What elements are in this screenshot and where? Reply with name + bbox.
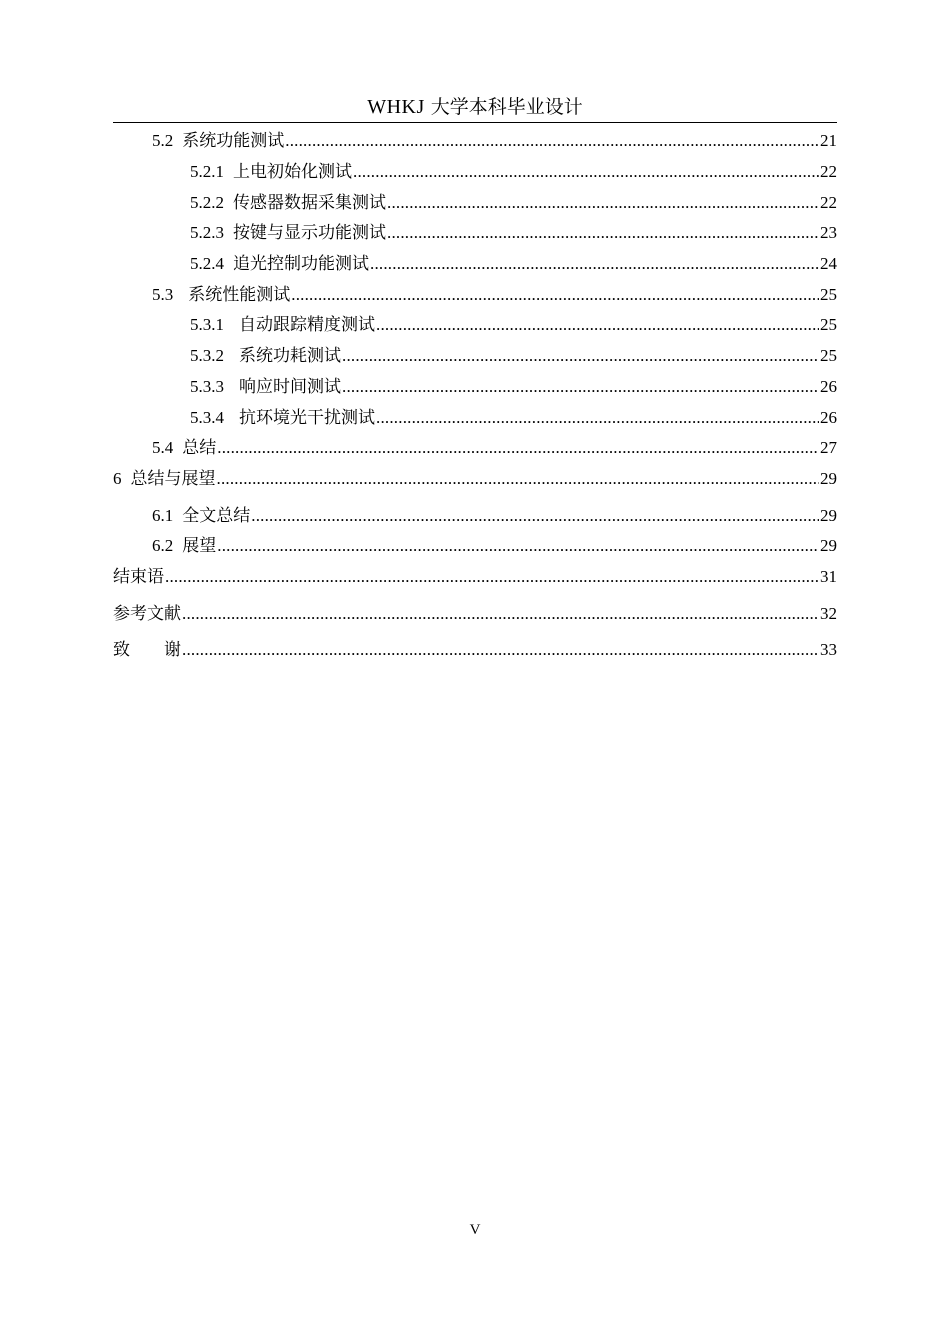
toc-title: 总结与展望 (130, 469, 216, 489)
toc-number: 6.2 (152, 536, 174, 555)
toc-title: 传感器数据采集测试 (233, 193, 386, 213)
toc-entry[interactable] (113, 191, 837, 215)
dot-leader (217, 467, 820, 491)
toc-number: 5.2.1 (190, 162, 224, 181)
toc-page: 21 (820, 131, 837, 150)
dot-leader (285, 129, 819, 153)
toc-page: 24 (820, 254, 837, 273)
toc-page: 26 (820, 377, 837, 396)
toc-entry[interactable] (113, 406, 837, 430)
toc-page: 25 (820, 315, 837, 334)
header-abbrev: WHKJ (367, 96, 425, 118)
toc-number: 5.2.4 (190, 254, 224, 273)
toc-entry[interactable] (113, 534, 837, 558)
toc-title: 展望 (182, 536, 217, 556)
toc-entry[interactable] (113, 375, 837, 399)
dot-leader (370, 252, 819, 276)
dot-leader (376, 406, 819, 430)
dot-leader (251, 504, 819, 528)
dot-leader (342, 375, 819, 399)
toc-number: 5.2.2 (190, 193, 224, 212)
dot-leader (376, 313, 819, 337)
dot-leader (387, 191, 819, 215)
toc-title: 系统功耗测试 (239, 346, 341, 366)
toc-title: 全文总结 (182, 506, 251, 526)
toc-title: 响应时间测试 (239, 377, 341, 397)
toc-number: 5.3.2 (190, 346, 224, 365)
dot-leader (182, 638, 819, 662)
toc-entry[interactable] (113, 467, 837, 491)
toc-title: 追光控制功能测试 (233, 254, 369, 274)
toc-page: 29 (820, 506, 837, 525)
toc-title: 上电初始化测试 (233, 162, 352, 182)
toc-page: 27 (820, 438, 837, 457)
toc-entry[interactable] (113, 160, 837, 184)
toc-number: 6.1 (152, 506, 174, 525)
dot-leader (182, 602, 819, 626)
toc-title: 系统性能测试 (188, 285, 291, 305)
toc-page: 26 (820, 408, 837, 427)
toc-entry[interactable] (113, 344, 837, 368)
toc-title: 抗环境光干扰测试 (239, 408, 375, 428)
toc-entry[interactable] (113, 283, 837, 307)
toc-number: 5.3 (152, 285, 174, 304)
toc-title: 系统功能测试 (182, 131, 285, 151)
toc-number: 5.2.3 (190, 223, 224, 242)
toc-entry[interactable] (113, 565, 837, 589)
dot-leader (353, 160, 819, 184)
toc-title: 按键与显示功能测试 (233, 223, 386, 243)
toc-entry[interactable] (113, 504, 837, 528)
toc-page: 29 (820, 469, 837, 488)
page-header (113, 92, 837, 123)
toc-title: 总结 (182, 438, 217, 458)
toc-number: 5.4 (152, 438, 174, 457)
toc-number: 6 (113, 469, 122, 488)
dot-leader (217, 534, 819, 558)
toc-entry[interactable] (113, 313, 837, 337)
toc-page: 22 (820, 162, 837, 181)
toc-page: 22 (820, 193, 837, 212)
toc-title: 结束语 (113, 567, 164, 587)
toc-number: 5.2 (152, 131, 174, 150)
toc-entry[interactable] (113, 638, 837, 662)
header-title: 大学本科毕业设计 (430, 96, 583, 118)
toc-title: 参考文献 (113, 604, 181, 624)
toc-page: 31 (820, 567, 837, 586)
toc-number: 5.3.1 (190, 315, 224, 334)
toc-number: 5.3.4 (190, 408, 224, 427)
toc-entry[interactable] (113, 602, 837, 626)
toc-page: 33 (820, 640, 837, 659)
dot-leader (165, 565, 819, 589)
toc-page: 29 (820, 536, 837, 555)
toc-title: 致 谢 (113, 640, 181, 660)
toc-page: 23 (820, 223, 837, 242)
toc-title: 自动跟踪精度测试 (239, 315, 375, 335)
dot-leader (291, 283, 819, 307)
toc-entry[interactable] (113, 252, 837, 276)
dot-leader (217, 436, 819, 460)
toc-page: 25 (820, 346, 837, 365)
toc-entry[interactable] (113, 129, 837, 153)
toc-page: 32 (820, 604, 837, 623)
toc-page: 25 (820, 285, 837, 304)
dot-leader (342, 344, 819, 368)
dot-leader (387, 221, 819, 245)
toc-entry[interactable] (113, 221, 837, 245)
page-number: V (469, 1222, 481, 1238)
toc-number: 5.3.3 (190, 377, 224, 396)
toc-entry[interactable] (113, 436, 837, 460)
